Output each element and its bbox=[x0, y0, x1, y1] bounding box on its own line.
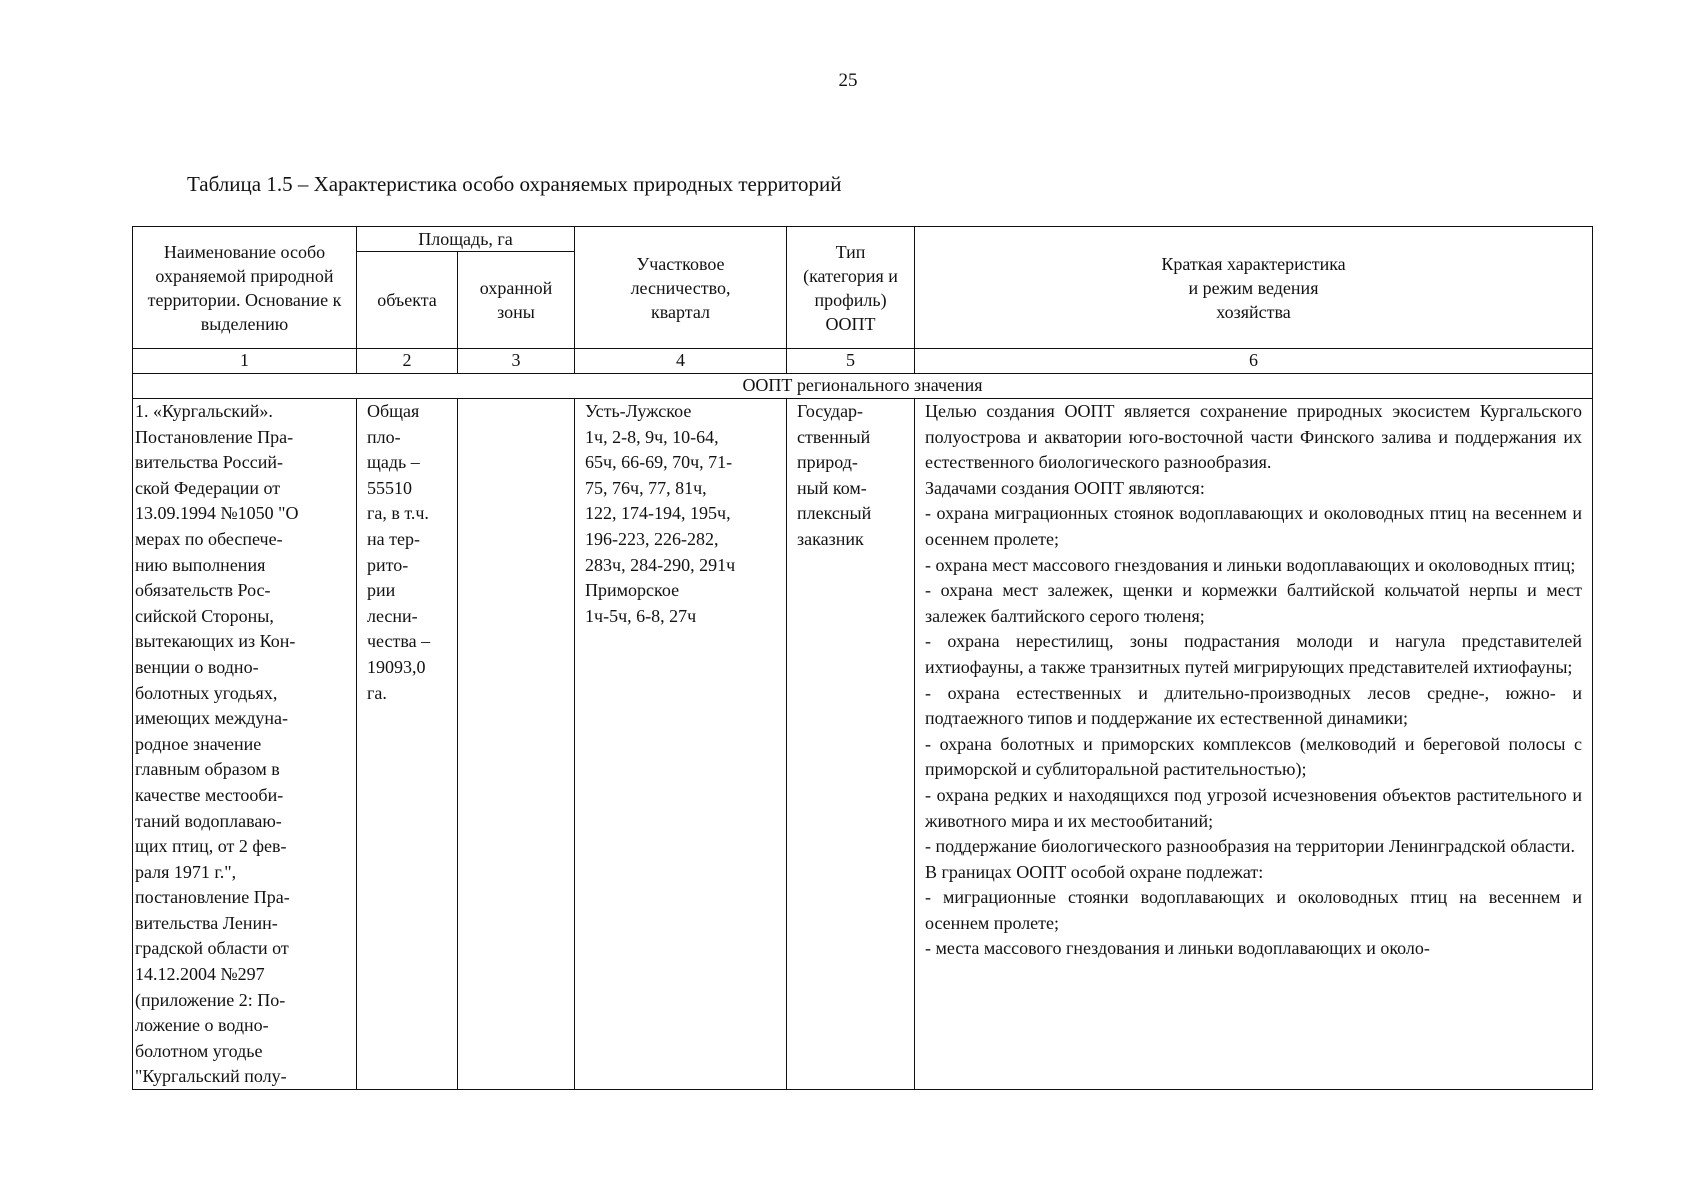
column-number: 1 bbox=[133, 349, 357, 374]
text-line: Приморское bbox=[585, 580, 680, 601]
text-line: главным образом в bbox=[135, 759, 280, 780]
text-line: 196-223, 226-282, bbox=[585, 528, 719, 549]
cell-name bbox=[133, 399, 357, 1090]
text-line: заказник bbox=[797, 528, 864, 549]
text-line: (приложение 2: По- bbox=[135, 989, 286, 1010]
page-number: 25 bbox=[838, 70, 858, 91]
text-line: 1ч, 2-8, 9ч, 10-64, bbox=[585, 426, 719, 447]
text-line: имеющих междуна- bbox=[135, 708, 289, 729]
text-line: В границах ООПТ особой охране подлежат: bbox=[925, 861, 1264, 882]
column-number: 2 bbox=[357, 349, 458, 374]
column-numbers-row bbox=[133, 349, 1593, 374]
text-line: Усть-Лужское bbox=[585, 401, 692, 421]
protected-areas-table bbox=[132, 226, 1593, 1090]
text-line: 55510 bbox=[367, 477, 412, 498]
text-line: га, в т.ч. bbox=[367, 503, 429, 524]
text-line: 1ч-5ч, 6-8, 27ч bbox=[585, 605, 697, 626]
area-object-lines bbox=[357, 399, 457, 1089]
section-title: ООПТ регионального значения bbox=[133, 374, 1593, 399]
text-line: чества – bbox=[367, 631, 431, 652]
text-line: 1. «Кургальский». bbox=[135, 401, 273, 421]
text-line: болотном угодье bbox=[135, 1040, 263, 1061]
text-line: ственный bbox=[797, 426, 871, 447]
header-name: Наименование особо охраняемой природной территории. Основание к выделению bbox=[133, 227, 357, 349]
text-line: таний водоплаваю- bbox=[135, 810, 282, 831]
text-line: - охрана миграционных стоянок водоплавающих и околоводных птиц на весеннем и осеннем пролете; bbox=[925, 503, 1583, 549]
text-line: обязательств Рос- bbox=[135, 580, 271, 601]
text-line: 283ч, 284-290, 291ч bbox=[585, 554, 736, 575]
text-line: - поддержание биологического разнообразия на территории Ленинградской области. bbox=[925, 836, 1575, 857]
table-row bbox=[133, 399, 1593, 1090]
column-number: 4 bbox=[575, 349, 787, 374]
text-line: - охрана болотных и приморских комплексов (мелководий и береговой полосы с приморской и сублиторальной растительностью); bbox=[925, 733, 1583, 780]
text-line: плексный bbox=[797, 503, 872, 524]
text-line: болотных угодьях, bbox=[135, 682, 278, 703]
text-line: Задачами создания ООПТ являются: bbox=[925, 477, 1205, 498]
text-line: Постановление Пра- bbox=[135, 426, 294, 447]
description-paragraphs bbox=[915, 399, 1592, 1089]
header-description: Краткая характеристика и режим ведения хозяйства bbox=[915, 227, 1593, 349]
text-line: градской области от bbox=[135, 938, 289, 959]
text-line: 75, 76ч, 77, 81ч, bbox=[585, 477, 707, 498]
cell-forestry bbox=[575, 399, 787, 1090]
text-line: щих птиц, от 2 фев- bbox=[135, 836, 287, 857]
text-line: щадь – bbox=[367, 452, 420, 473]
text-line: ный ком- bbox=[797, 477, 867, 498]
name-lines bbox=[133, 399, 356, 1089]
text-line: га. bbox=[367, 682, 387, 703]
header-type: Тип (категория и профиль) ООПТ bbox=[787, 227, 915, 349]
text-line: постановление Пра- bbox=[135, 887, 290, 908]
column-number: 5 bbox=[787, 349, 915, 374]
table-caption: Таблица 1.5 – Характеристика особо охраняемых природных территорий bbox=[187, 172, 842, 196]
text-line: Целью создания ООПТ является сохранение природных экосистем Кургальского полуострова и акватории юго-восточной части Финского залива и поддержания их естественного биологического разнообразия. bbox=[925, 401, 1583, 473]
text-line: - охрана нерестилищ, зоны подрастания молоди и нагула представителей ихтиофауны, а также транзитных путей мигрирующих представителей ихтиофауны; bbox=[925, 631, 1583, 677]
text-line: вительства Россий- bbox=[135, 452, 284, 473]
area-zone-value bbox=[458, 399, 574, 1089]
text-line: нию выполнения bbox=[135, 554, 266, 575]
type-lines bbox=[787, 399, 914, 1089]
text-line: Государ- bbox=[797, 401, 864, 421]
text-line: рии bbox=[367, 580, 396, 601]
text-line: 65ч, 66-69, 70ч, 71- bbox=[585, 452, 733, 473]
text-line: рито- bbox=[367, 554, 409, 575]
text-line: - охрана естественных и длительно-производных лесов средне-, южно- и подтаежного типов и поддержание их естественной динамики; bbox=[925, 682, 1583, 729]
cell-description bbox=[915, 399, 1593, 1090]
header-area-object: объекта bbox=[357, 252, 458, 349]
text-line: - миграционные стоянки водоплавающих и околоводных птиц на весеннем и осеннем пролете; bbox=[925, 887, 1583, 933]
text-line: 14.12.2004 №297 bbox=[135, 964, 265, 985]
text-line: 122, 174-194, 195ч, bbox=[585, 503, 731, 524]
cell-area-zone bbox=[458, 399, 575, 1090]
text-line: пло- bbox=[367, 426, 401, 447]
cell-area-object bbox=[357, 399, 458, 1090]
text-line: родное значение bbox=[135, 733, 262, 754]
text-line: вительства Ленин- bbox=[135, 912, 278, 933]
column-number: 6 bbox=[915, 349, 1593, 374]
text-line: лесни- bbox=[367, 605, 418, 626]
text-line: раля 1971 г.", bbox=[135, 861, 237, 882]
text-line: мерах по обеспече- bbox=[135, 528, 283, 549]
text-line: Общая bbox=[367, 401, 420, 421]
text-line: 13.09.1994 №1050 "О bbox=[135, 503, 299, 524]
text-line: "Кургальский полу- bbox=[135, 1066, 287, 1087]
text-line: венции о водно- bbox=[135, 656, 259, 677]
text-line: - охрана мест залежек, щенки и кормежки балтийской кольчатой нерпы и мест залежек балтийского серого тюленя; bbox=[925, 580, 1583, 626]
header-area-zone: охранной зоны bbox=[458, 252, 575, 349]
text-line: 19093,0 bbox=[367, 656, 426, 677]
section-row bbox=[133, 374, 1593, 399]
text-line: ложение о водно- bbox=[135, 1015, 269, 1036]
text-line: природ- bbox=[797, 452, 858, 473]
forestry-lines bbox=[575, 399, 786, 1089]
text-line: качестве местооби- bbox=[135, 784, 284, 805]
text-line: вытекающих из Кон- bbox=[135, 631, 296, 652]
header-area: Площадь, га bbox=[357, 227, 575, 252]
text-line: - места массового гнездования и линьки водоплавающих и около- bbox=[925, 938, 1430, 959]
text-line: ской Федерации от bbox=[135, 477, 281, 498]
column-number: 3 bbox=[458, 349, 575, 374]
header-forestry: Участковое лесничество, квартал bbox=[575, 227, 787, 349]
text-line: - охрана редких и находящихся под угрозой исчезновения объектов растительного и животного мира и их местообитаний; bbox=[925, 784, 1583, 831]
cell-type bbox=[787, 399, 915, 1090]
text-line: сийской Стороны, bbox=[135, 605, 274, 626]
text-line: на тер- bbox=[367, 528, 420, 549]
text-line: - охрана мест массового гнездования и линьки водоплавающих и околоводных птиц; bbox=[925, 554, 1576, 575]
